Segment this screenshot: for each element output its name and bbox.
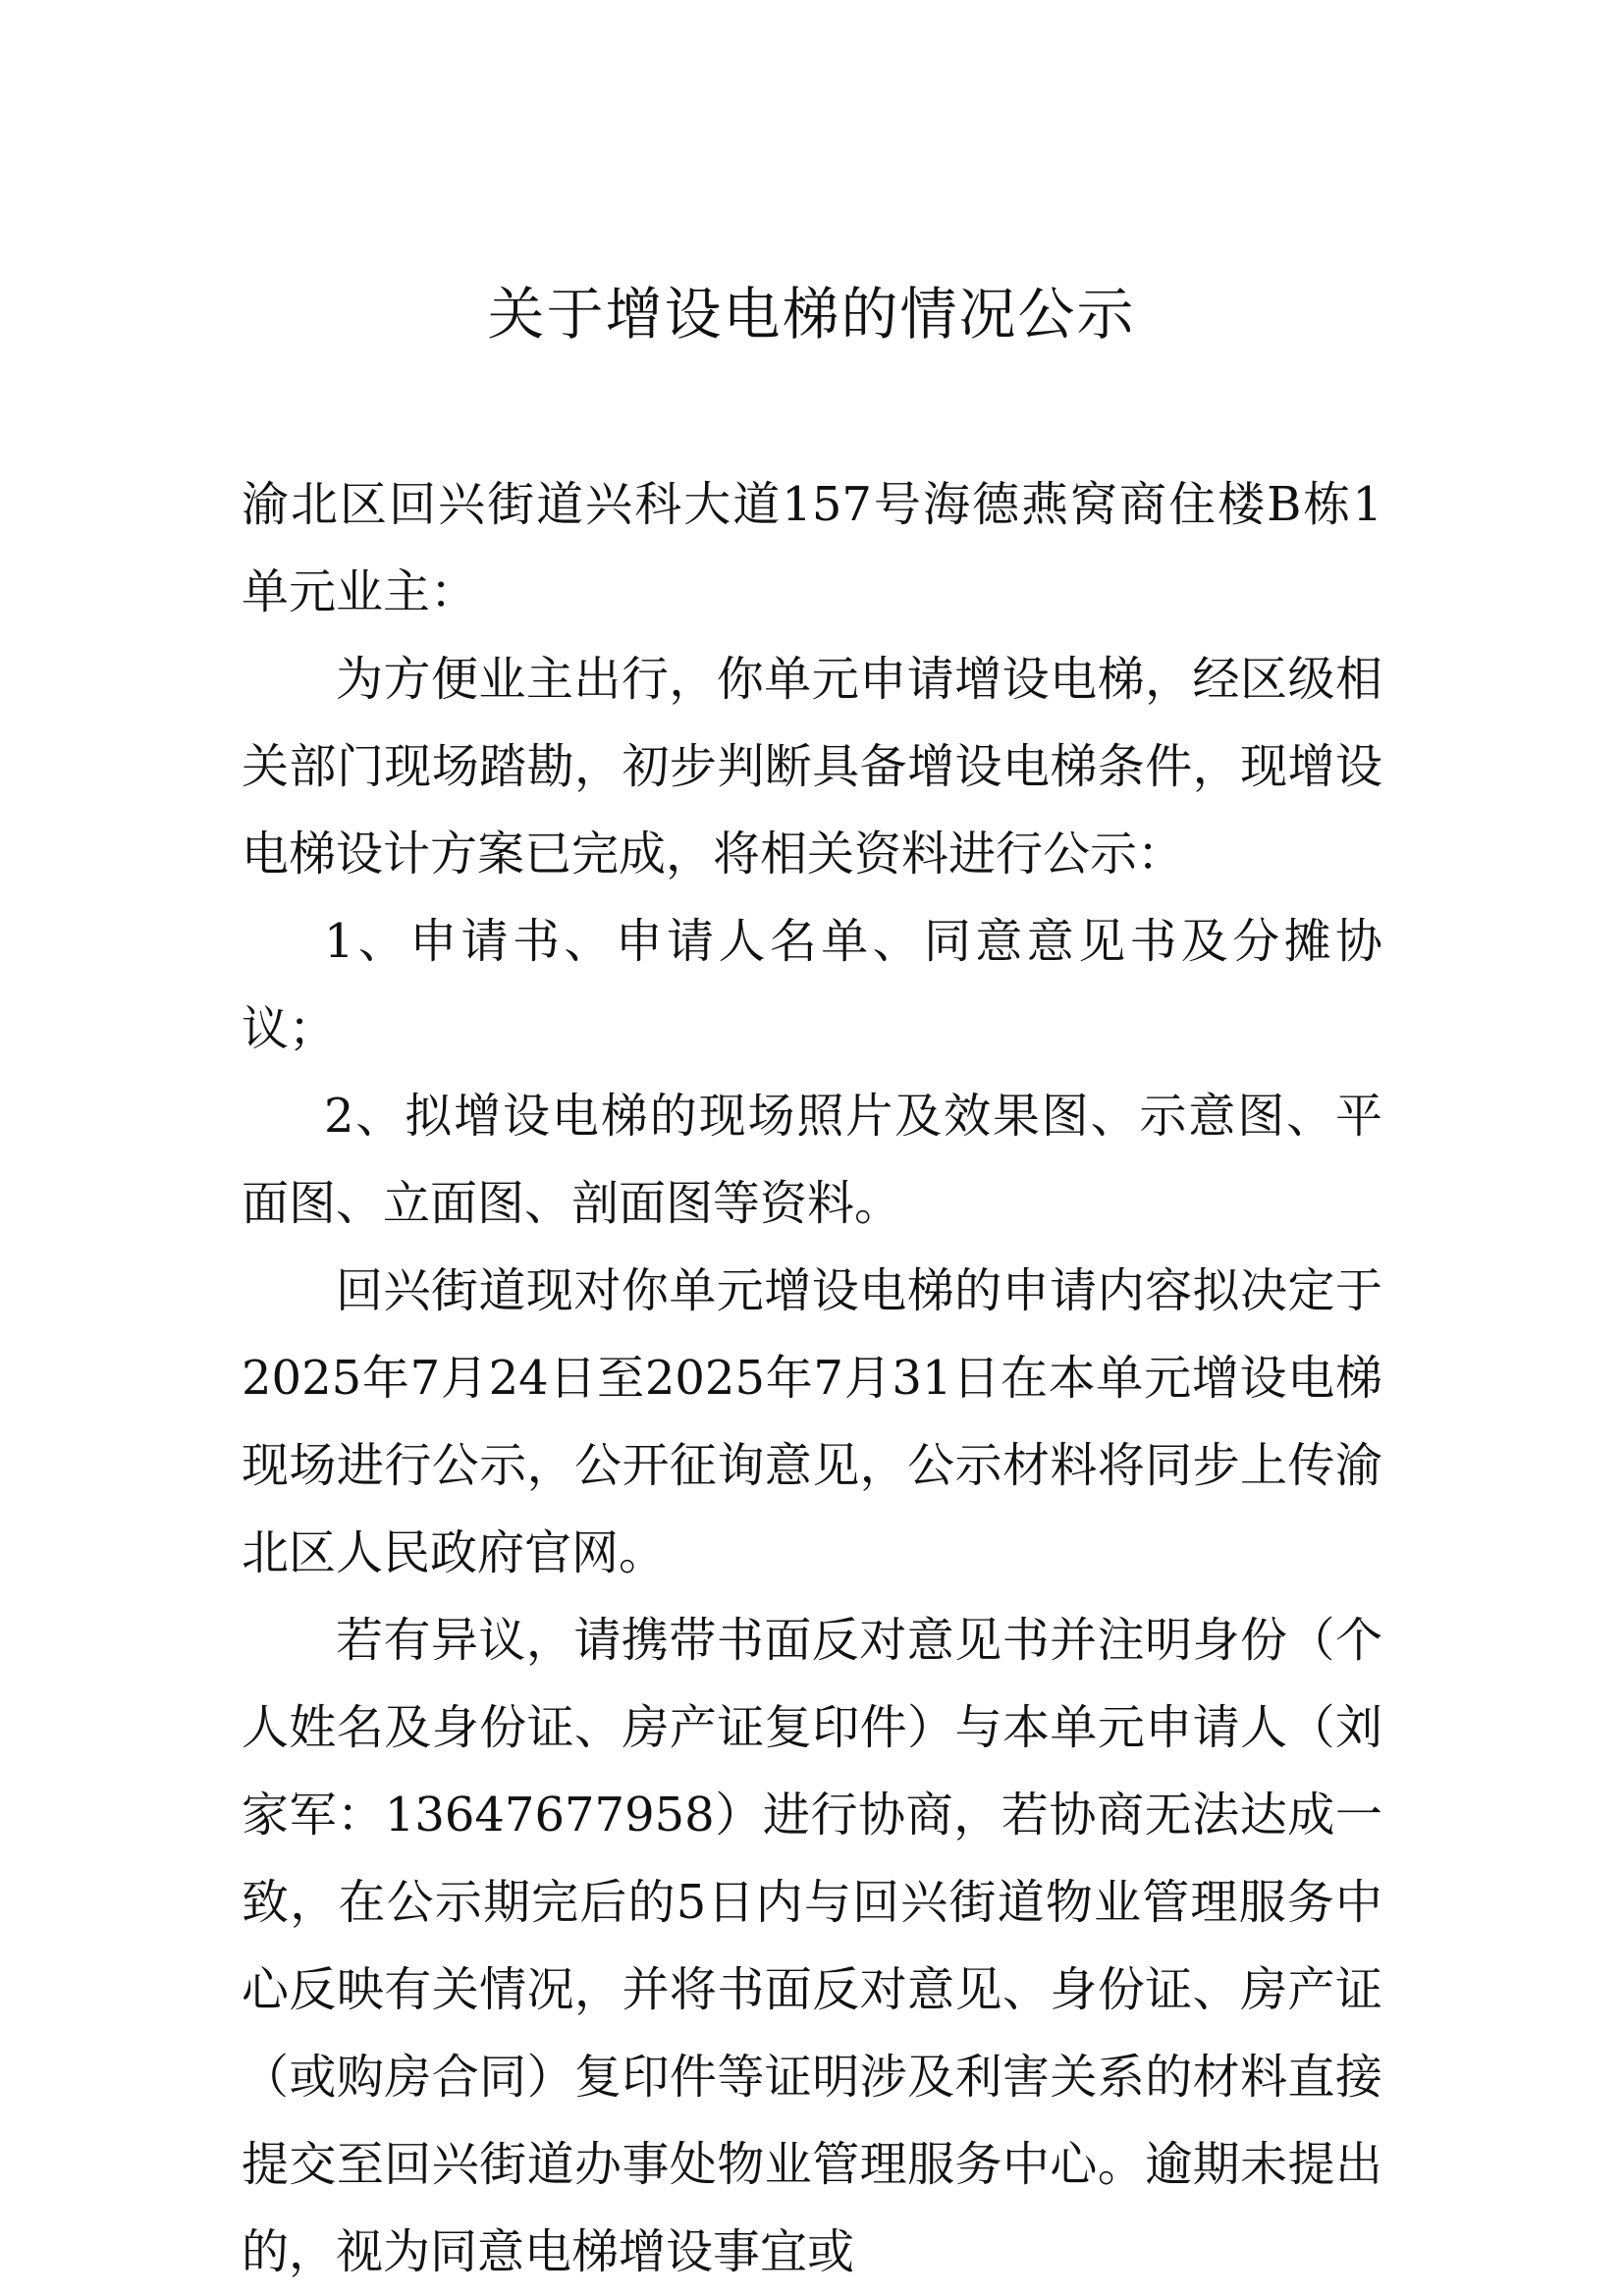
intro-paragraph: 为方便业主出行，你单元申请增设电梯，经区级相关部门现场踏勘，初步判断具备增设电梯条件，现增设电梯设计方案已完成，将相关资料进行公示： bbox=[242, 652, 1382, 881]
objection-paragraph: 若有异议，请携带书面反对意见书并注明身份（个人姓名及身份证、房产证复印件）与本单元申请人（刘家军：13647677958）进行协商，若协商无法达成一致，在公示期完后的5日内与回兴街道物业管理服务中心反映有关情况，并将书面反对意见、身份证、房产证（或购房合同）复印件等证明涉及利害关系的材料直接提交至回兴街道办事处物业管理服务中心。逾期未提出的，视为同意电梯增设事宜或 bbox=[242, 1613, 1382, 2279]
document-body bbox=[242, 461, 1382, 2296]
notice-paragraph: 回兴街道现对你单元增设电梯的申请内容拟决定于2025年7月24日至2025年7月31日在本单元增设电梯现场进行公示，公开征询意见，公示材料将同步上传渝北区人民政府官网。 bbox=[242, 1263, 1382, 1580]
list-item-1: 1、申请书、申请人名单、同意意见书及分摊协议； bbox=[242, 914, 1382, 1056]
salutation: 渝北区回兴街道兴科大道157号海德燕窝商住楼B栋1单元业主： bbox=[242, 477, 1382, 619]
document-title: 关于增设电梯的情况公示 bbox=[487, 281, 1136, 347]
list-item-2: 2、拟增设电梯的现场照片及效果图、示意图、平面图、立面图、剖面图等资料。 bbox=[242, 1089, 1382, 1231]
